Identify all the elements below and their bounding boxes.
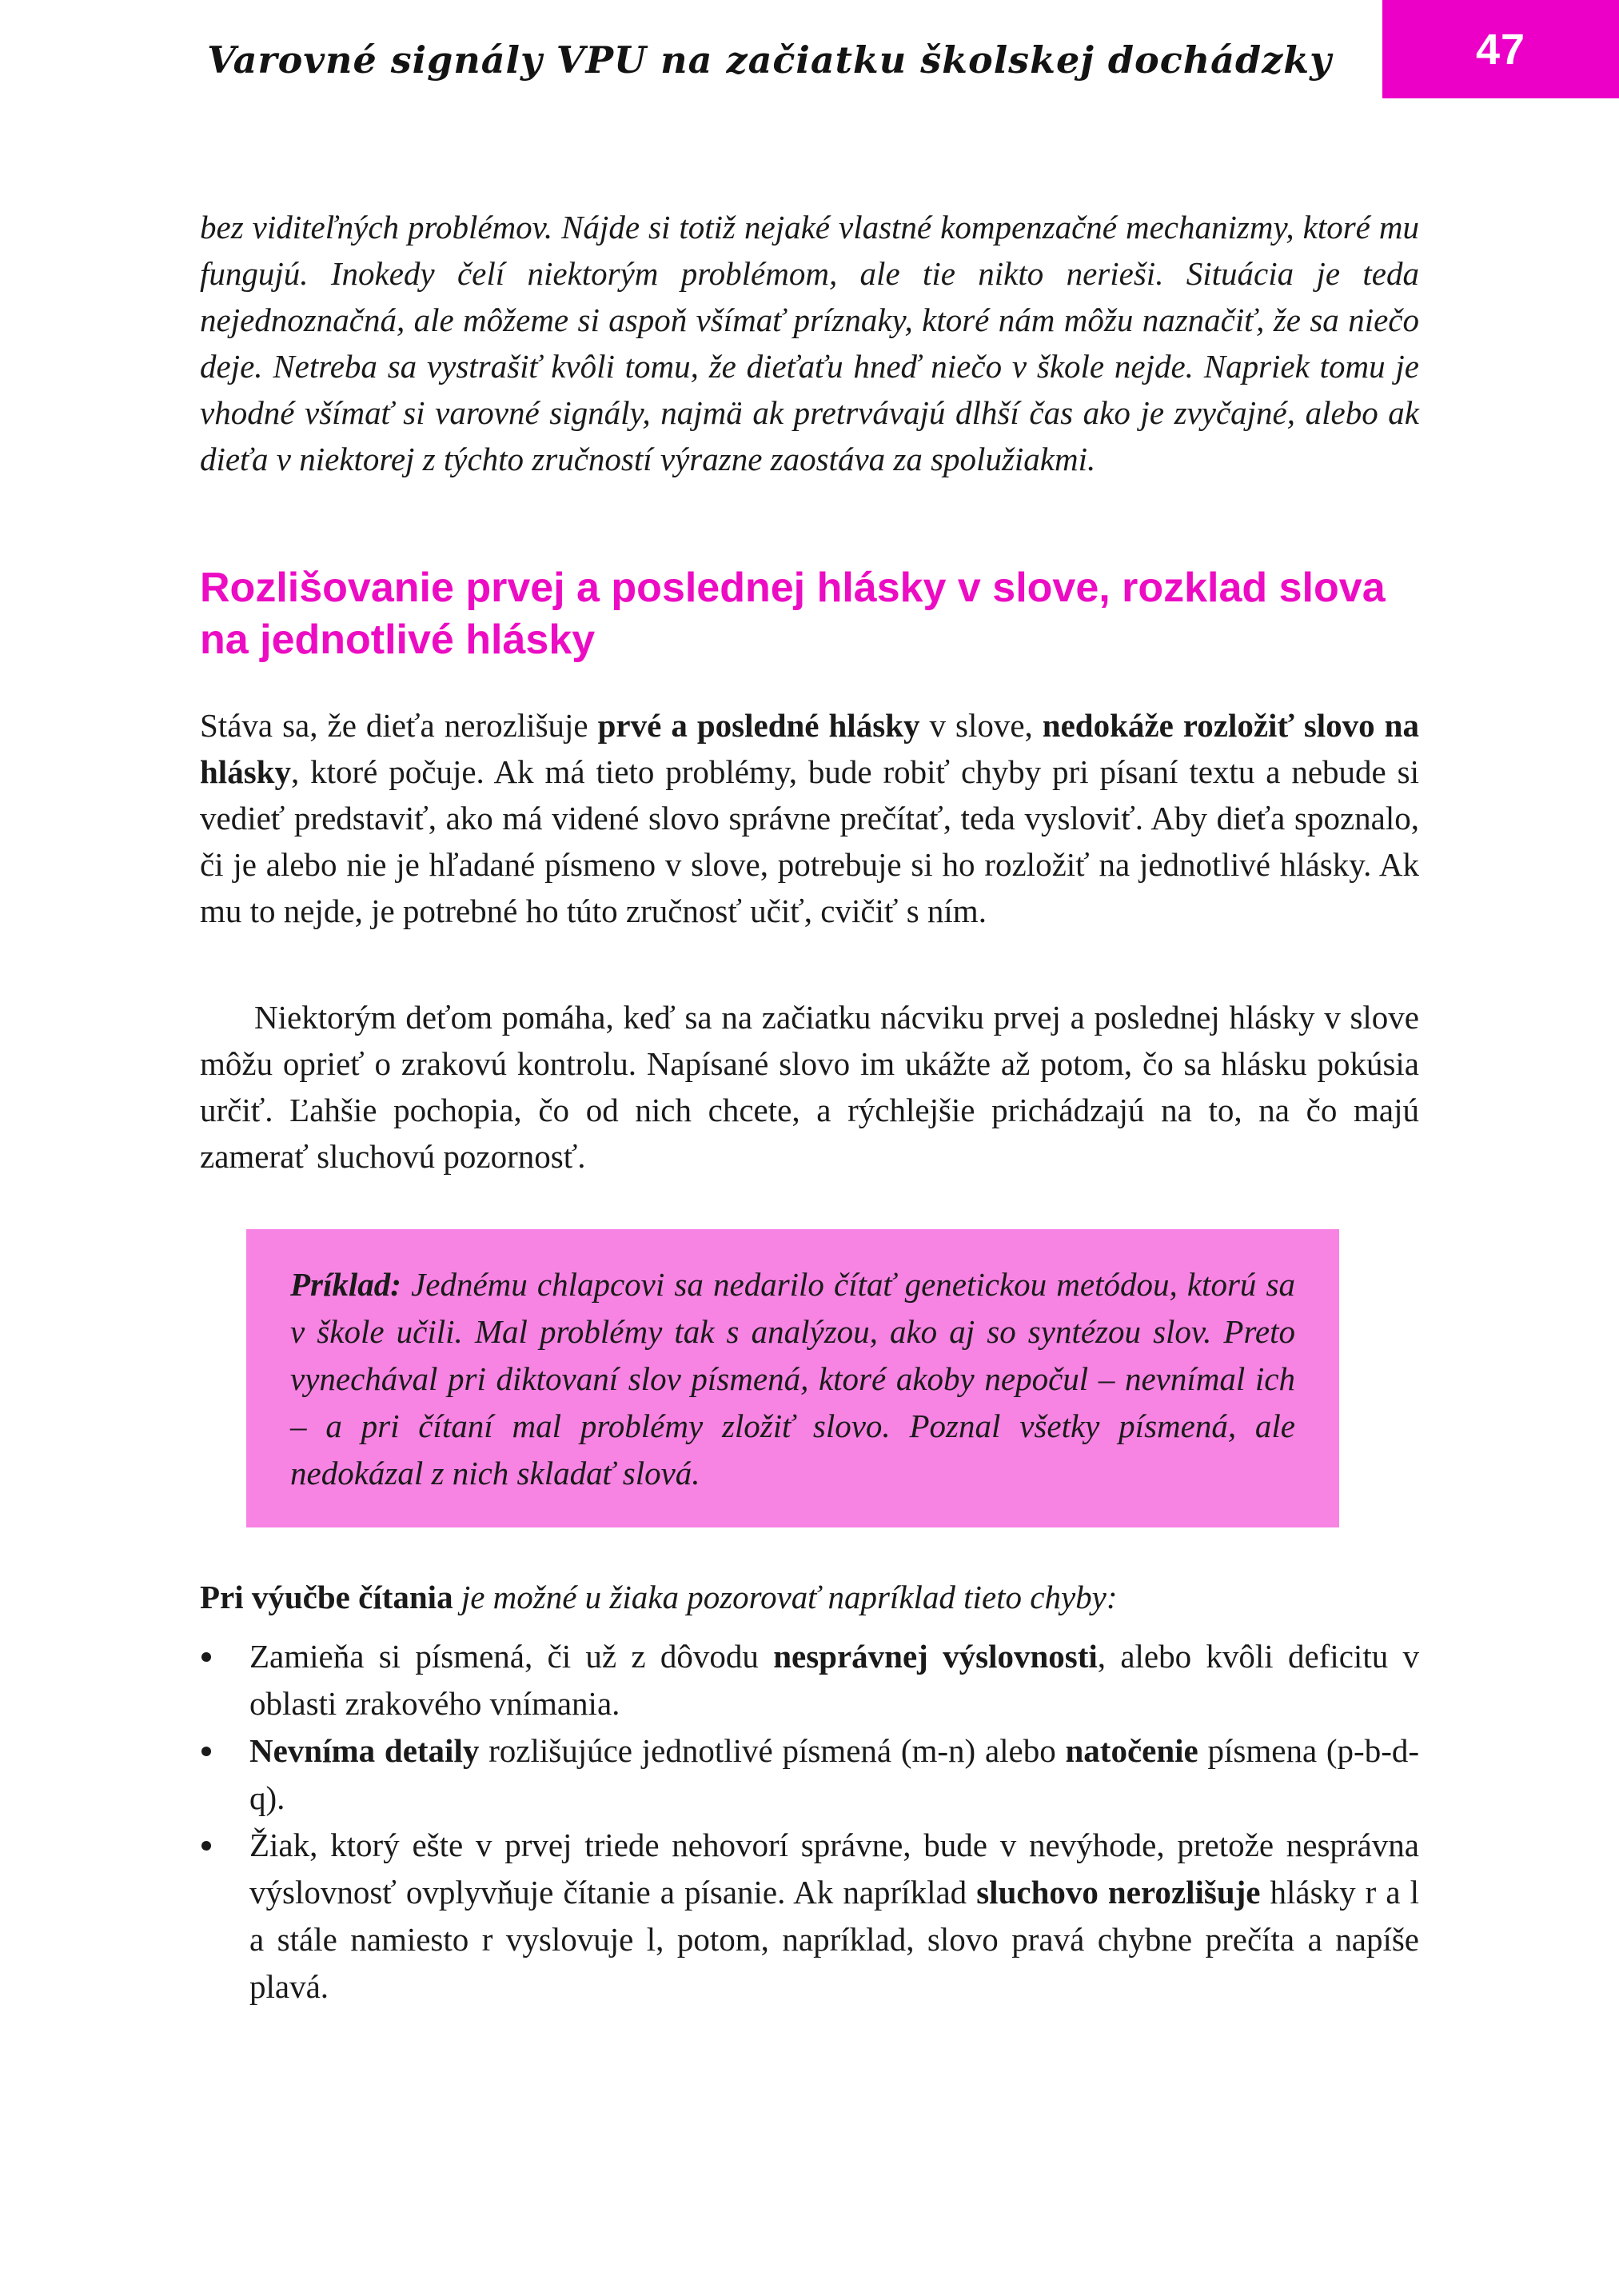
list-item-text: Zamieňa si písmená, či už z dôvodu nesprávnej výslovnosti, alebo kvôli deficitu v oblasti zrakového vnímania. [249,1638,1420,1722]
example-box-text: Príklad: Jednému chlapcovi sa nedarilo čítať genetickou metódou, ktorú sa v škole učili. Mal problémy tak s analýzou, ako aj so syntézou slov. Preto vynechával pri diktovaní slov písmená, ktoré akoby nepočul – nevnímal ich – a pri čítaní mal problémy zložiť slovo. Poznal všetky písmená, ale nedokázal z nich skladať slová. [290,1266,1295,1491]
running-header-title: Varovné signály VPU na začiatku školskej dochádzky [207,38,1332,82]
list-item [200,1727,1419,1822]
bullet-icon [201,1841,211,1851]
intro-paragraph: bez viditeľných problémov. Nájde si totiž nejaké vlastné kompenzačné mechanizmy, ktoré mu fungujú. Inokedy čelí niektorým problémom, ale tie nikto nerieši. Situácia je teda nejednoznačná, ale môžeme si aspoň všímať príznaky, ktoré nám môžu naznačiť, že sa niečo deje. Netreba sa vystrašiť kvôli tomu, že dieťaťu hneď niečo v škole nejde. Napriek tomu je vhodné všímať si varovné signály, najmä ak pretrvávajú dlhší čas ako je zvyčajné, alebo ak dieťa v niektorej z týchto zručností výrazne zaostáva za spolužiakmi. [200,209,1419,477]
page-number: 47 [1475,25,1526,74]
bullet-icon [201,1747,211,1756]
example-box [246,1229,1339,1527]
paragraph-analysis: Stáva sa, že dieťa nerozlišuje prvé a posledné hlásky v slove, nedokáže rozložiť slovo na hlásky, ktoré počuje. Ak má tieto problémy, bude robiť chyby pri písaní textu a nebude si vedieť predstaviť, ako má videné slovo správne prečítať, teda vysloviť. Aby dieťa spoznalo, či je alebo nie je hľadané písmeno v slove, potrebuje si ho rozložiť na jednotlivé hlásky. Ak mu to nejde, je potrebné ho túto zručnosť učiť, cvičiť s ním. [200,707,1419,929]
list-item-text: Žiak, ktorý ešte v prvej triede nehovorí správne, bude v nevýhode, pretože nesprávna výslovnosť ovplyvňuje čítanie a písanie. Ak napríklad sluchovo nerozlišuje hlásky r a l a stále namiesto r vyslovuje l, potom, napríklad, slovo pravá chybne prečíta a napíše plavá. [249,1827,1419,2005]
paragraph-visual-control: Niektorým deťom pomáha, keď sa na začiatku nácviku prvej a poslednej hlásky v slove môžu oprieť o zrakovú kontrolu. Napísané slovo im ukážte až potom, čo sa hlásku pokúsia určiť. Ľahšie pochopia, čo od nich chcete, a rýchlejšie prichádzajú na to, na čo majú zamerať sluchovú pozornosť. [200,999,1419,1175]
reading-errors-list [200,1633,1419,2010]
list-item [200,1822,1419,2010]
bullet-icon [201,1652,211,1662]
section-heading: Rozlišovanie prvej a poslednej hlásky v slove, rozklad slova na jednotlivé hlásky [200,565,1386,663]
list-item [200,1633,1419,1727]
reading-errors-lead: Pri výučbe čítania je možné u žiaka pozorovať napríklad tieto chyby: [200,1579,1118,1615]
list-item-text: Nevníma detaily rozlišujúce jednotlivé písmená (m-n) alebo natočenie písmena (p-b-d-q). [249,1732,1420,1816]
